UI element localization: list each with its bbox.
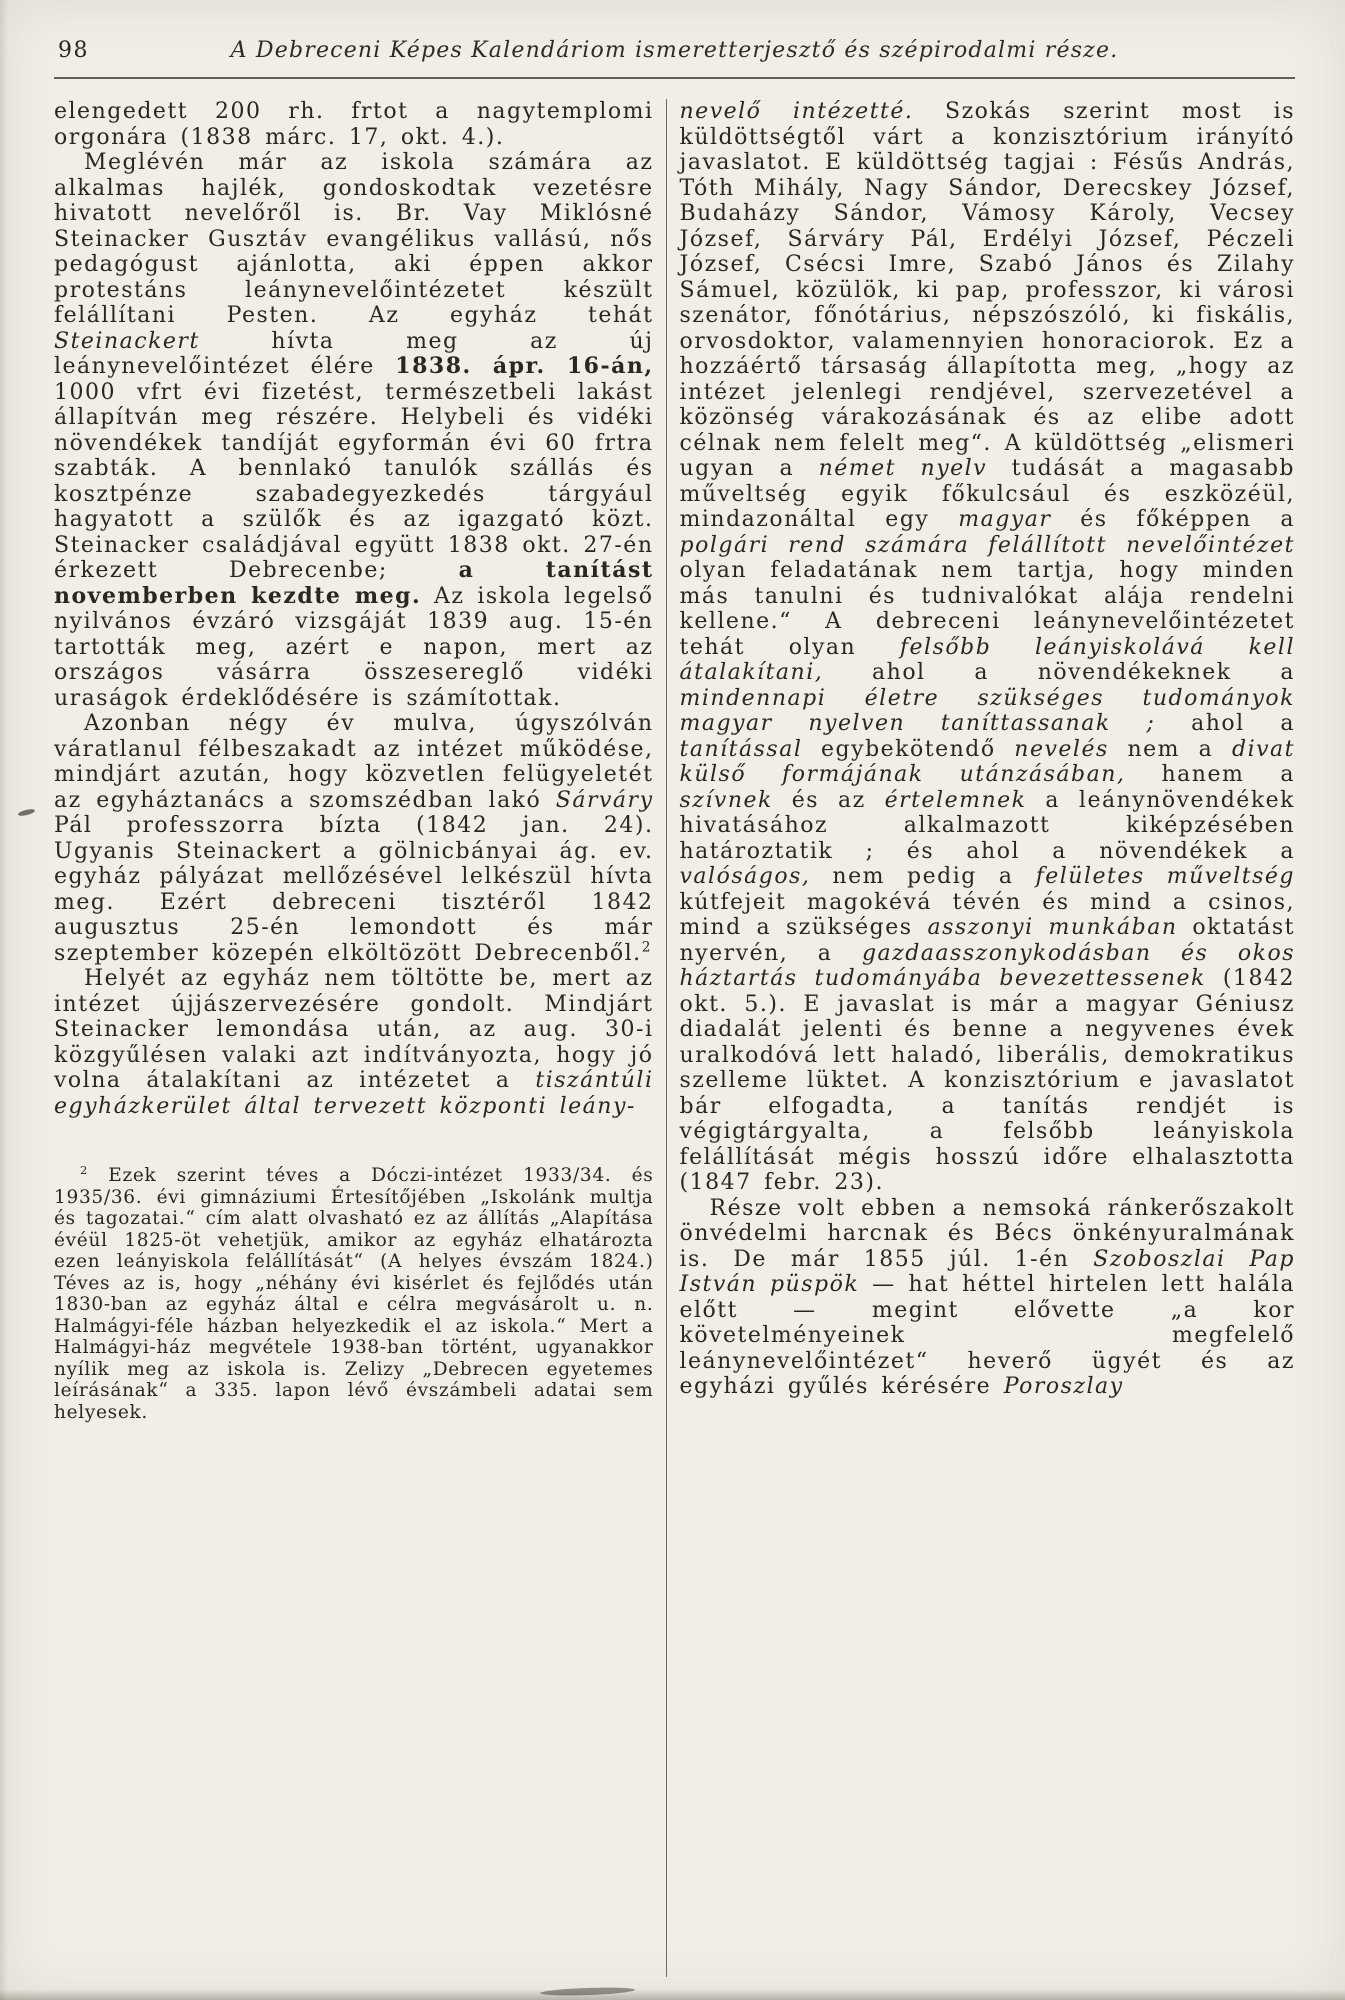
text-run: 2 — [641, 939, 652, 956]
text-run: nem a — [1108, 736, 1232, 762]
text-run: tanítással — [679, 736, 803, 762]
text-run: egybekötendő — [802, 736, 1015, 762]
text-run: és főképpen a — [1051, 507, 1296, 532]
text-run: — hat héttel hirtelen lett halála előtt — megint elővette „a kor követelményeinek megfelelő leánynevelőintézet“ heverő ügyét és az egyházi gyűlés kérésére — [679, 1272, 1295, 1399]
paragraph — [54, 99, 654, 150]
text-run: ahol a — [1155, 711, 1296, 736]
text-run: polgári rend számára felállított nevelőintézet — [679, 532, 1295, 558]
text-run: nevelő intézetté. — [679, 99, 914, 124]
text-run: a leánynövendékek hivatásához alkalmazott kiképzésében határoztatik ; és ahol a növendékek a — [679, 787, 1296, 864]
text-run: valóságos, — [679, 864, 811, 889]
text-run: asszonyi munkában — [927, 915, 1178, 940]
text-run: és az — [772, 787, 885, 813]
text-run: felületes műveltség — [1035, 864, 1295, 889]
text-run: (1842 okt. 5.). E javaslat is már a magyar Géniusz diadalát jelenti és benne a negyvenes évek uralkodóvá lett haladó, liberális, demokratikus szelleme lüktet. A konzisztórium e javaslatot bár elfogadta, a tanítás rendjét is végigtárgyalta, a felsőbb leányiskola felállítását mégis hosszú időre elhalasztotta (1847 febr. 23). — [679, 966, 1295, 1195]
paragraph — [680, 1196, 1296, 1400]
paragraph — [54, 1162, 654, 1423]
text-run: Része volt ebben a nemsoká ránkerőszakolt önvédelmi harcnak és Bécs önkényuralmának is. De már 1855 júl. 1-én — [679, 1195, 1295, 1272]
text-run: Az iskola legelső nyilvános évzáró vizsgáját 1839 aug. 15-én tartották meg, azért e napon, mert az országos vásárra összesereglő vidéki uraságok érdeklődésére is számítottak. — [54, 583, 654, 711]
text-run: elengedett 200 rh. frtot a nagytemplomi orgonára (1838 márc. 17, okt. 4.). — [54, 99, 654, 150]
text-run: tudását a magasabb műveltség egyik főkulcsául és eszközéül, mindazonáltal egy — [679, 456, 1295, 532]
footnote-block — [54, 1162, 654, 1423]
text-run: Meglévén már az iskola számára az alkalmas hajlék, gondoskodtak vezetésre hivatott nevelőről is. Br. Vay Miklósné Steinacker Gusztáv evangélikus vallású, nős pedagógust ajánlotta, aki éppen akkor protestáns leánynevelőintézetet készült felállítani Pesten. Az egyház tehát — [54, 150, 654, 328]
text-run: Szokás szerint most is küldöttségtől várt a konzisztórium irányító javaslatot. E küldöttség tagjai : Fésűs András, Tóth Mihály, Nagy Sándor, Derecskey József, Budaházy Sándor, Vámosy Károly, Vecsey József, Sárváry Pál, Erdélyi József, Péczeli József, Csécsi Imre, Szabó János és Zilahy Sámuel, közülök, ki pap, professzor, ki városi szenátor, főnótárius, népszószóló, ki fiskális, orvosdoktor, valamennyien honoraciorok. Ez a hozzáértő társaság állapította meg, „hogy az intézet jelenlegi rendjével, szervezetével a közönség várakozásának és az elibe adott célnak nem felelt meg“. A küldöttség „elismeri ugyan a — [679, 99, 1295, 481]
paragraph — [54, 150, 654, 711]
two-column-text-block — [54, 99, 1295, 1977]
text-run: Helyét az egyház nem töltötte be, mert az intézet újjászervezésére gondolt. Mindjárt Steinacker lemondása után, az aug. 30-i közgyűlésen valaki azt indítványozta, hogy jó volna átalakítani az intézetet a — [54, 966, 654, 1093]
text-run: tiszántúli egyházkerület által tervezett központi leány- — [54, 1068, 654, 1119]
text-run: magyar — [958, 507, 1052, 532]
text-run: a tanítást novemberben kezdte meg. — [54, 557, 654, 609]
text-run: Steinackert — [54, 328, 200, 354]
running-title: A Debreceni Képes Kalendáriom ismeretterjesztő és szépirodalmi része. — [230, 38, 1119, 63]
text-run: Szoboszlai Pap István püspök — [679, 1246, 1296, 1297]
text-run: hanem a — [1125, 762, 1296, 787]
left-column-body — [54, 99, 654, 1119]
text-run: ahol a növendékeknek a — [823, 660, 1295, 685]
scan-artifact — [540, 1986, 635, 1996]
text-run: német nyelv — [818, 456, 988, 481]
column-divider — [666, 99, 667, 1977]
text-run: 1000 vfrt évi fizetést, természetbeli lakást állapítván meg részére. Helybeli és vidéki növendékek tandíját egyformán évi 60 frtra szabták. A bennlakó tanulók szállás és kosztpénze szabadegyezkedés tárgyául hagyatott a szülők és az igazgató közt. Steinacker családjával együtt 1838 okt. 27-én érkezett Debrecenbe; — [54, 379, 654, 583]
text-run: nevelés — [1014, 736, 1109, 762]
text-run: Poroszlay — [1003, 1374, 1124, 1399]
page-header — [54, 32, 1295, 68]
paragraph — [54, 966, 654, 1119]
text-run: mindennapi életre szükséges tudományok magyar nyelven taníttassanak ; — [679, 685, 1295, 736]
text-run: nem pedig a — [810, 864, 1036, 889]
text-run: 2 — [80, 1162, 88, 1177]
text-run: 1838. ápr. 16-án, — [395, 353, 654, 379]
text-run: oktatást nyervén, a — [679, 915, 1295, 966]
left-column — [54, 99, 654, 1977]
paragraph — [54, 711, 654, 966]
text-run: értelemnek — [884, 787, 1027, 813]
header-rule — [54, 77, 1295, 79]
right-column — [680, 99, 1296, 1977]
text-run: kútfejeit magokévá tévén és mind a csinos, mind a szükséges — [679, 889, 1295, 940]
text-run: olyan feladatának nem tartja, hogy minden más tanulni és tudnivalókat alája rendelni kellene.“ A debreceni leánynevelőintézetet tehát olyan — [679, 558, 1295, 660]
page-number: 98 — [58, 38, 89, 63]
text-run: hívta meg az új leánynevelőintézet élére — [54, 328, 654, 379]
text-run: divat külső formájának utánzásában, — [679, 736, 1295, 787]
text-run: Pál professzorra bízta (1842 jan. 24). Ugyanis Steinackert a gölnicbányai ág. ev. egyház pályázat mellőzésével lelkészül hívta meg. Ezért debreceni tisztéről 1842 augusztus 25-én lemondott és már szeptember közepén elköltözött Debrecenből. — [54, 813, 654, 966]
text-run: Sárváry — [555, 787, 654, 813]
text-run: felsőbb leányiskolává kell átalakítani, — [679, 634, 1295, 685]
text-run: szívnek — [679, 787, 773, 813]
paragraph — [680, 99, 1296, 1196]
text-run: Azonban négy év mulva, úgyszólván váratlanul félbeszakadt az intézet működése, mindjárt azután, hogy közvetlen felügyeletét az egyháztanács a szomszédban lakó — [54, 711, 654, 813]
text-run: Ezek szerint téves a Dóczi-intézet 1933/34. és 1935/36. évi gimnáziumi Értesítőjében „Iskolánk multja és tagozatai.“ cím alatt olvasható ez az állítás „Alapítása évéül 1825-öt vehetjük, amikor az egyház elhatározta ezen leányiskola felállítását“ (A helyes évszám 1824.) Téves az is, hogy „néhány évi kisérlet és fejlődés után 1830-ban az egyház által e célra megvásárolt u. n. Halmágyi-féle házban helyezkedik el az iskola.“ Mert a Halmágyi-ház megvétele 1938-ban történt, ugyanakkor nyílik meg az iskola is. Zelizy „Debrecen egyetemes leírásának“ a 335. lapon lévő évszámbeli adatai sem helyesek. — [54, 1165, 654, 1423]
text-run: gazdaasszonykodásban és okos háztartás tudományába bevezettessenek — [679, 940, 1295, 991]
